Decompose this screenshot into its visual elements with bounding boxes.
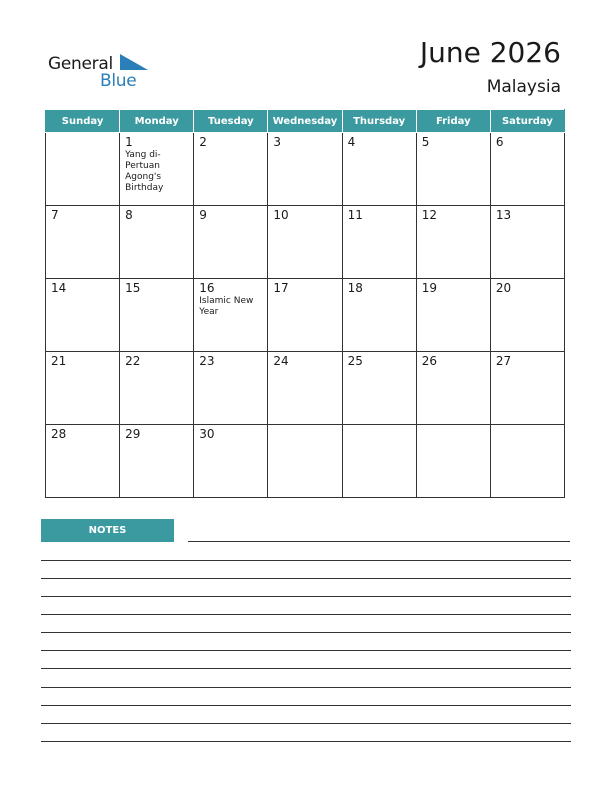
day-number: 3 xyxy=(273,135,282,149)
country-name: Malaysia xyxy=(486,77,561,97)
day-cell xyxy=(268,133,342,206)
notes-line xyxy=(188,541,570,542)
day-number: 30 xyxy=(199,427,215,441)
weekday-header: Wednesday xyxy=(268,110,342,133)
notes-line xyxy=(41,705,571,706)
day-number: 22 xyxy=(125,354,141,368)
day-number: 18 xyxy=(347,281,363,295)
day-cell xyxy=(268,352,342,425)
day-cell xyxy=(268,425,342,498)
brand-word-general: General xyxy=(48,54,113,74)
day-cell xyxy=(46,352,120,425)
day-cell xyxy=(194,425,268,498)
day-number: 10 xyxy=(273,208,289,222)
day-cell xyxy=(342,279,416,352)
holiday-label: Yang di-Pertuan Agong's Birthday xyxy=(125,150,164,193)
notes-line xyxy=(41,632,571,633)
weekday-header: Saturday xyxy=(490,110,564,133)
day-cell xyxy=(490,352,564,425)
notes-line xyxy=(41,560,571,561)
day-cell xyxy=(120,206,194,279)
day-number: 8 xyxy=(125,208,133,222)
day-cell xyxy=(490,279,564,352)
day-cell xyxy=(416,425,490,498)
day-cell xyxy=(194,206,268,279)
week-row xyxy=(46,133,565,206)
day-number: 4 xyxy=(347,135,356,149)
notes-line xyxy=(41,723,571,724)
day-number: 21 xyxy=(51,354,67,368)
weekday-header: Thursday xyxy=(342,110,416,133)
brand-logo xyxy=(48,52,148,92)
notes-line xyxy=(41,650,571,651)
day-number: 6 xyxy=(495,135,504,149)
day-number: 19 xyxy=(421,281,437,295)
day-number: 12 xyxy=(421,208,437,222)
brand-word-blue: Blue xyxy=(100,71,137,91)
day-cell xyxy=(490,206,564,279)
day-cell xyxy=(490,133,564,206)
day-cell xyxy=(194,352,268,425)
triangle-flag-icon xyxy=(120,54,148,70)
week-row xyxy=(46,352,565,425)
day-cell xyxy=(194,279,268,352)
day-cell xyxy=(46,279,120,352)
day-cell xyxy=(46,206,120,279)
notes-line xyxy=(41,614,571,615)
day-number: 29 xyxy=(125,427,141,441)
day-number: 11 xyxy=(347,208,363,222)
day-number: 16 xyxy=(199,281,215,295)
day-cell xyxy=(342,133,416,206)
day-cell xyxy=(120,425,194,498)
day-number: 27 xyxy=(495,354,512,368)
calendar-grid xyxy=(45,109,565,498)
day-number: 20 xyxy=(495,281,512,295)
notes-line xyxy=(41,687,571,688)
day-cell xyxy=(120,279,194,352)
day-number: 23 xyxy=(199,354,215,368)
day-number: 26 xyxy=(421,354,437,368)
day-number: 2 xyxy=(199,135,207,149)
weekday-header-row xyxy=(46,110,565,133)
week-row xyxy=(46,206,565,279)
page-title: June 2026 xyxy=(419,36,561,69)
day-cell xyxy=(416,352,490,425)
weekday-header: Monday xyxy=(120,110,194,133)
weekday-header: Friday xyxy=(416,110,490,133)
day-number: 7 xyxy=(51,208,59,222)
day-cell xyxy=(416,206,490,279)
day-cell xyxy=(342,352,416,425)
day-number: 25 xyxy=(347,354,363,368)
day-cell xyxy=(268,206,342,279)
day-number: 5 xyxy=(421,135,430,149)
day-cell xyxy=(416,133,490,206)
day-cell xyxy=(120,133,194,206)
day-cell xyxy=(194,133,268,206)
day-cell xyxy=(490,425,564,498)
day-number: 13 xyxy=(495,208,512,222)
day-cell xyxy=(268,279,342,352)
day-number: 28 xyxy=(51,427,67,441)
notes-label: NOTES xyxy=(41,519,174,542)
week-row xyxy=(46,279,565,352)
holiday-label: Islamic New Year xyxy=(199,296,254,317)
day-cell xyxy=(416,279,490,352)
day-cell xyxy=(120,352,194,425)
notes-line xyxy=(41,596,571,597)
day-number: 17 xyxy=(273,281,289,295)
notes-line xyxy=(41,668,571,669)
notes-line xyxy=(41,578,571,579)
week-row xyxy=(46,425,565,498)
day-number: 9 xyxy=(199,208,207,222)
day-number: 24 xyxy=(273,354,289,368)
day-cell xyxy=(342,425,416,498)
notes-line xyxy=(41,741,571,742)
day-number: 1 xyxy=(125,135,133,149)
day-cell xyxy=(46,133,120,206)
day-number: 15 xyxy=(125,281,141,295)
day-cell xyxy=(46,425,120,498)
weekday-header: Sunday xyxy=(46,110,120,133)
day-number: 14 xyxy=(51,281,67,295)
weekday-header: Tuesday xyxy=(194,110,268,133)
day-cell xyxy=(342,206,416,279)
